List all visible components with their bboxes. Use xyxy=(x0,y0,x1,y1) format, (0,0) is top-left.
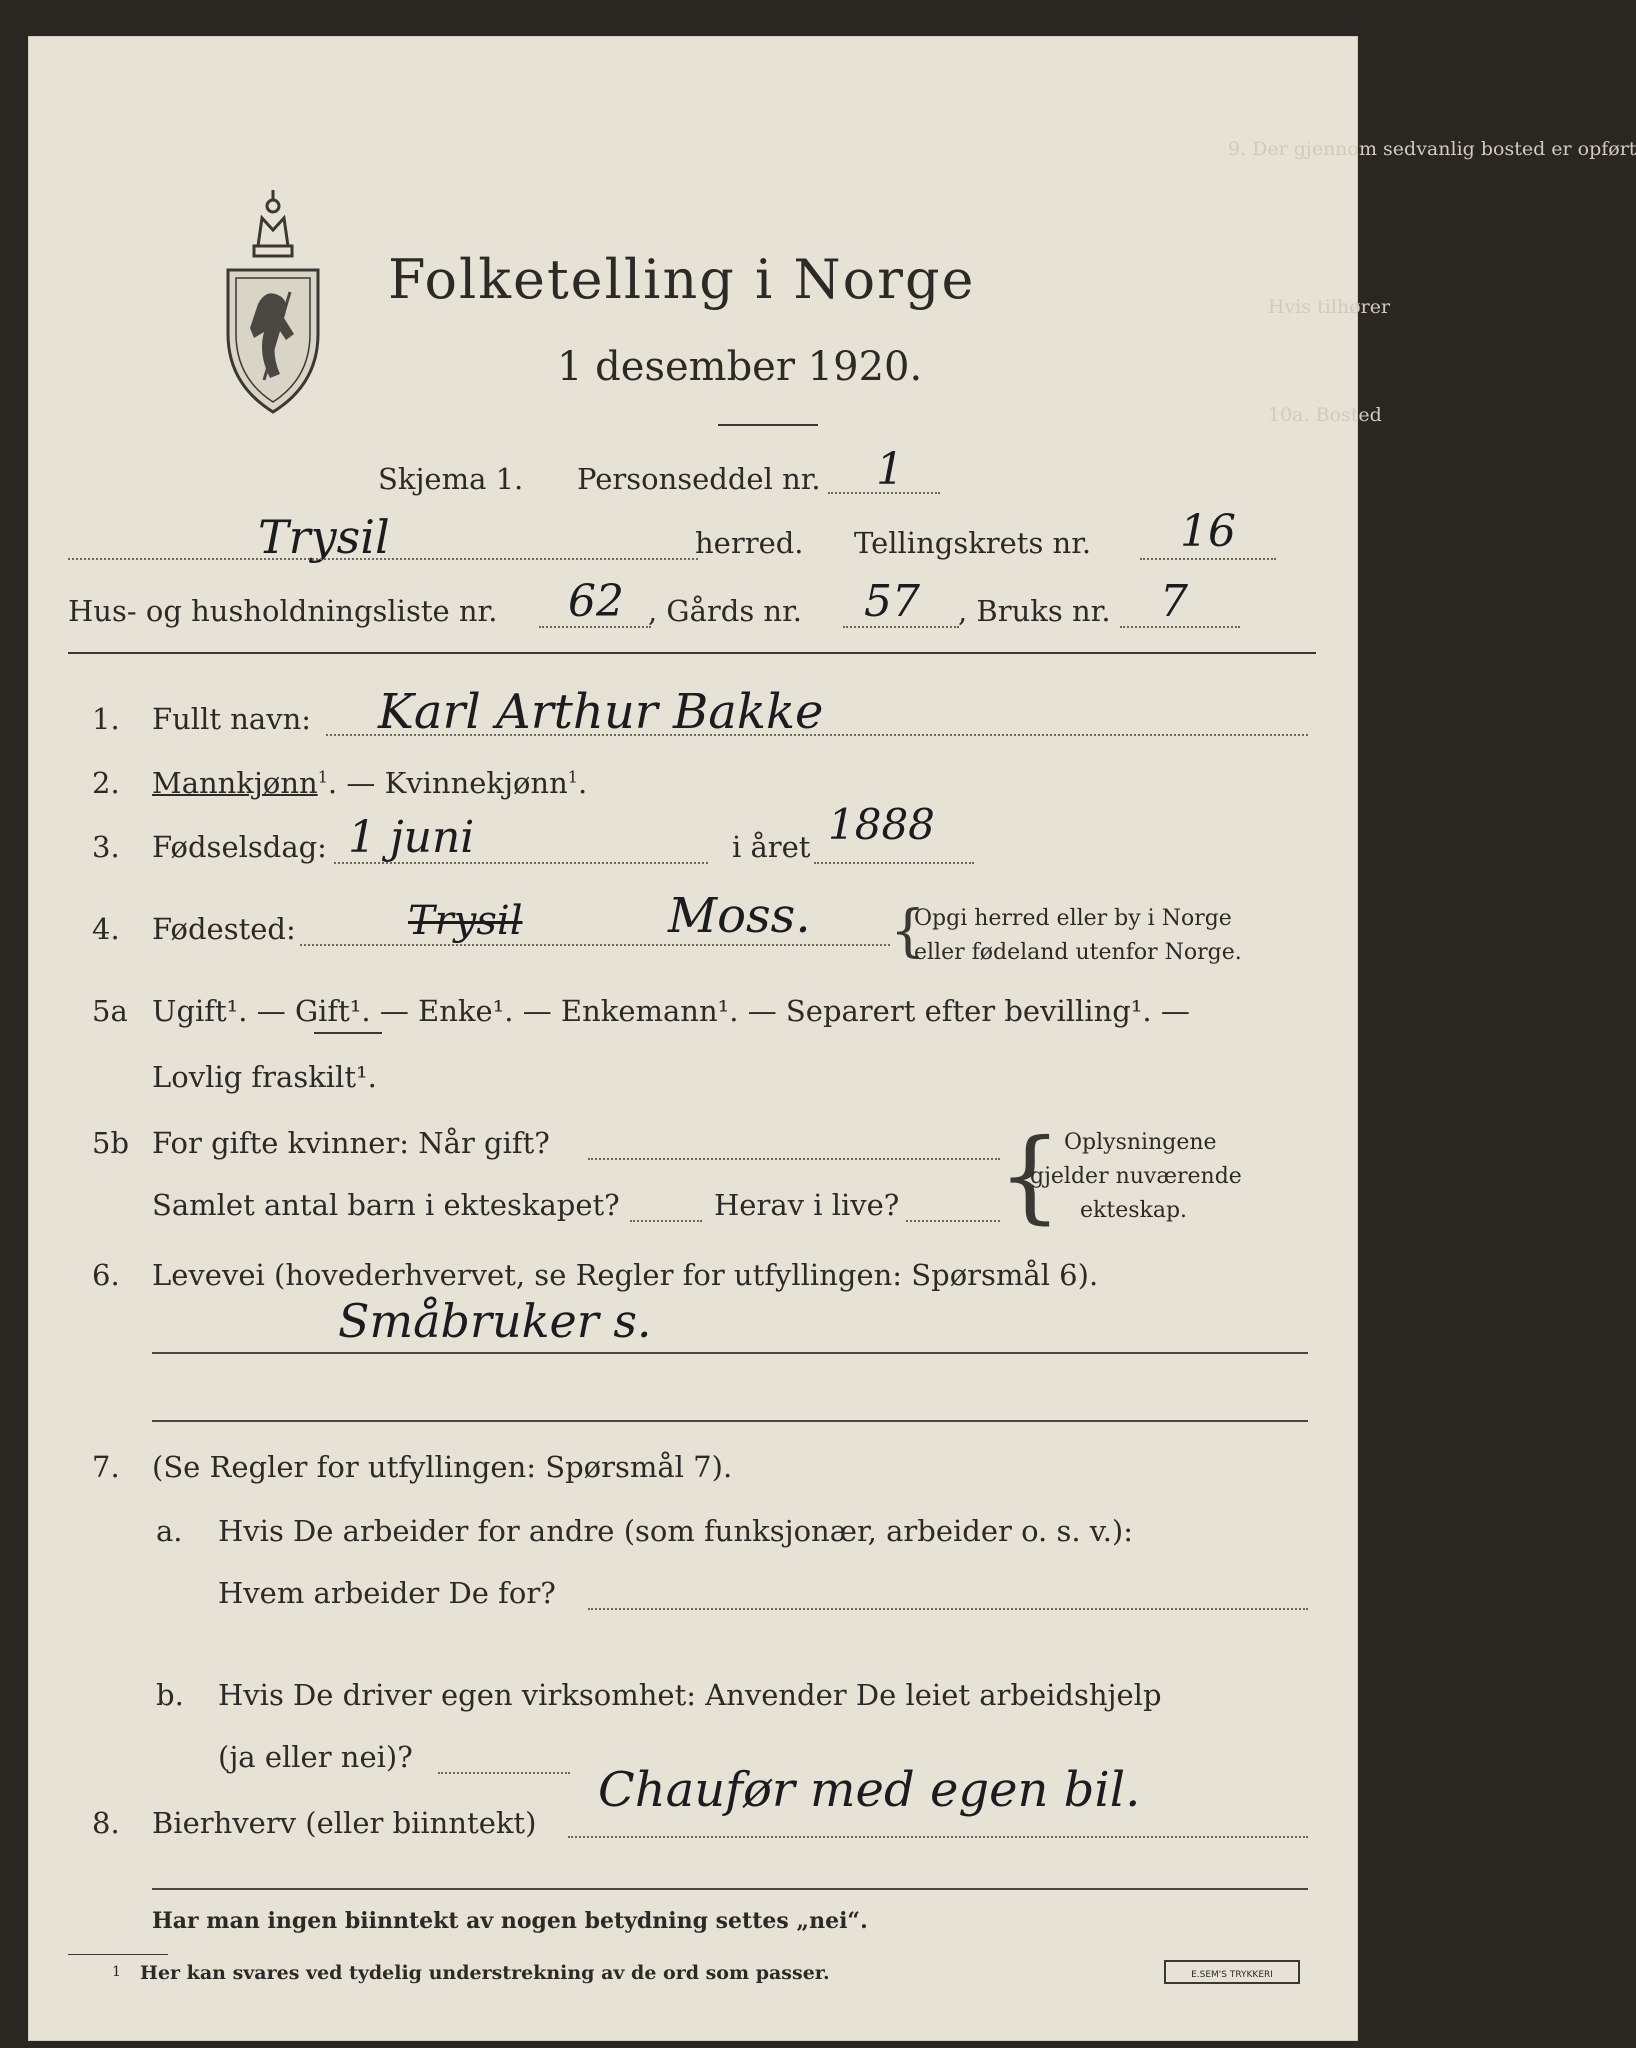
q6-line-2 xyxy=(152,1420,1308,1422)
footnote-divider xyxy=(68,1954,168,1955)
herred-label: herred. xyxy=(695,526,804,560)
q5b-number: 5b xyxy=(92,1126,130,1160)
q7b-letter: b. xyxy=(156,1678,184,1712)
census-form: 9. Der gjennom sedvanlig bosted er opført Hvis tilhører 10a. Bosted Folketelling i Norge 1 desember 1920. Trysil Skjema 1. Personseddel nr. 1 herred. Tellingskrets nr. 16 Hus- og husholdningsliste nr. 62 , Gårds nr. 57 , Bruks nr. 7 1. Fullt navn: Karl Arthur Bakke 2. Mannkjønn$^1$. — Kvinnekjønn$^1$. 3. Fødselsdag: 1 juni i året 1888 4. Fødested: Trysil Moss. { Opgi herred eller by i Norge eller fødeland utenfor Norge. 5a Ugift¹. — Gift¹. — Enke¹. — Enkemann¹. — Separert efter bevilling¹. — Lovlig fraskilt¹. 5b For gifte kvinner: Når gift? Samlet antal barn i ekteskapet? Herav i live? { Oplysningene gjelder nuværende ekteskap. 6. Levevei (hovederhvervet, se Regler for utfyllingen: Spørsmål 6). Småbruker s. 7. (Se Regler for utfyllingen: Spørsmål 7). a. Hvis De arbeider for andre (som funksjonær, arbeider o. s. v.): Hvem arbeider De for? b. Hvis De driver egen virksomhet: Anvender De leiet arbeidshjelp (ja eller nei)? 8. Bierhverv (eller biinntekt) Chaufør med egen bil. Har man ingen biinntekt av nogen betydning settes „nei“. 1 Her kan svares ved tydelig understrekning av de ord som passer. E.SEM'S TRYKKERI xyxy=(28,36,1358,2041)
q8-label: Bierhverv (eller biinntekt) xyxy=(152,1806,537,1840)
footer-note: Har man ingen biinntekt av nogen betydning settes „nei“. xyxy=(152,1908,868,1934)
bruks-label: , Bruks nr. xyxy=(958,594,1111,628)
q7a-line xyxy=(588,1608,1308,1610)
q5b-married-label: For gifte kvinner: Når gift? xyxy=(152,1126,550,1160)
header-divider xyxy=(68,652,1316,654)
q7b-line xyxy=(438,1772,570,1774)
q5a-number: 5a xyxy=(92,994,128,1028)
q8-secondary-income: Chaufør med egen bil. xyxy=(598,1762,1141,1818)
q3-year: 1888 xyxy=(828,800,935,849)
q5a-options-line1: Ugift¹. — Gift¹. — Enke¹. — Enkemann¹. — Separert efter bevilling¹. — xyxy=(152,994,1190,1028)
q6-line-1 xyxy=(152,1352,1308,1354)
q4-number: 4. xyxy=(92,912,120,946)
herred-handwritten: Trysil xyxy=(258,510,390,564)
q7a-line1: Hvis De arbeider for andre (som funksjonær, arbeider o. s. v.): xyxy=(218,1514,1134,1548)
q4-struck-value: Trysil xyxy=(408,898,523,944)
gards-label: , Gårds nr. xyxy=(648,594,802,628)
q4-brace: { xyxy=(890,899,926,964)
q8-number: 8. xyxy=(92,1806,120,1840)
q3-label: Fødselsdag: xyxy=(152,830,327,864)
q4-line xyxy=(300,944,890,946)
q7a-line2: Hvem arbeider De for? xyxy=(218,1576,556,1610)
gards-value: 57 xyxy=(864,576,920,627)
personseddel-value: 1 xyxy=(876,444,904,495)
q3-birthday: 1 juni xyxy=(348,812,475,863)
q7-number: 7. xyxy=(92,1450,120,1484)
q5a-gift-underline xyxy=(314,1032,382,1034)
q3-year-label: i året xyxy=(732,830,811,864)
q1-name: Karl Arthur Bakke xyxy=(378,684,824,740)
tellingskrets-value: 16 xyxy=(1180,506,1236,557)
q4-label: Fødested: xyxy=(152,912,296,946)
q6-label: Levevei (hovederhvervet, se Regler for utfyllingen: Spørsmål 6). xyxy=(152,1258,1099,1292)
q4-note-2: eller fødeland utenfor Norge. xyxy=(914,940,1242,965)
q4-note-1: Opgi herred eller by i Norge xyxy=(914,906,1232,931)
hus-value: 62 xyxy=(568,576,624,627)
bruks-value: 7 xyxy=(1160,576,1188,627)
herred-line xyxy=(68,558,698,560)
skjema-label: Skjema 1. xyxy=(378,462,524,496)
footnote-mark: 1 xyxy=(112,1964,121,1980)
printer-stamp: E.SEM'S TRYKKERI xyxy=(1164,1960,1300,1984)
q8-line xyxy=(568,1836,1308,1838)
tellingskrets-label: Tellingskrets nr. xyxy=(854,526,1092,560)
q5b-married-line xyxy=(588,1158,1000,1160)
form-title: Folketelling i Norge xyxy=(388,248,976,311)
q6-number: 6. xyxy=(92,1258,120,1292)
q3-number: 3. xyxy=(92,830,120,864)
q7b-line2: (ja eller nei)? xyxy=(218,1740,413,1774)
q2-mannkjonn-underlined: Mannkjønn xyxy=(152,766,318,800)
q1-number: 1. xyxy=(92,702,120,736)
q5b-children-line xyxy=(630,1220,702,1222)
census-date: 1 desember 1920. xyxy=(557,344,923,390)
q8-bottom-line xyxy=(152,1888,1308,1890)
q3-year-line xyxy=(814,862,974,864)
tellingskrets-line xyxy=(1140,558,1276,560)
q7a-letter: a. xyxy=(156,1514,183,1548)
q5b-note-1: Oplysningene xyxy=(1064,1130,1217,1155)
q7b-line1: Hvis De driver egen virksomhet: Anvender De leiet arbeidshjelp xyxy=(218,1678,1162,1712)
q5b-note-2: gjelder nuværende xyxy=(1030,1164,1242,1189)
q5a-options-line2: Lovlig fraskilt¹. xyxy=(152,1060,377,1094)
norway-coat-of-arms-icon xyxy=(224,184,322,416)
q5b-alive-line xyxy=(906,1220,1000,1222)
q1-label: Fullt navn: xyxy=(152,702,312,736)
personseddel-label: Personseddel nr. xyxy=(577,462,821,496)
q2-gender-options: Mannkjønn$^1$. — Kvinnekjønn$^1$. xyxy=(152,766,588,800)
footnote-text: Her kan svares ved tydelig understrekning av de ord som passer. xyxy=(140,1962,830,1984)
q5b-brace: { xyxy=(998,1117,1062,1234)
q7-label: (Se Regler for utfyllingen: Spørsmål 7). xyxy=(152,1450,733,1484)
q5b-note-3: ekteskap. xyxy=(1080,1198,1188,1223)
hus-label: Hus- og husholdningsliste nr. xyxy=(68,594,498,628)
q4-birthplace: Moss. xyxy=(668,888,811,944)
q5b-alive-label: Herav i live? xyxy=(714,1188,900,1222)
q2-number: 2. xyxy=(92,766,120,800)
title-divider xyxy=(718,424,818,426)
q5b-children-label: Samlet antal barn i ekteskapet? xyxy=(152,1188,620,1222)
q6-occupation: Småbruker s. xyxy=(338,1294,652,1348)
